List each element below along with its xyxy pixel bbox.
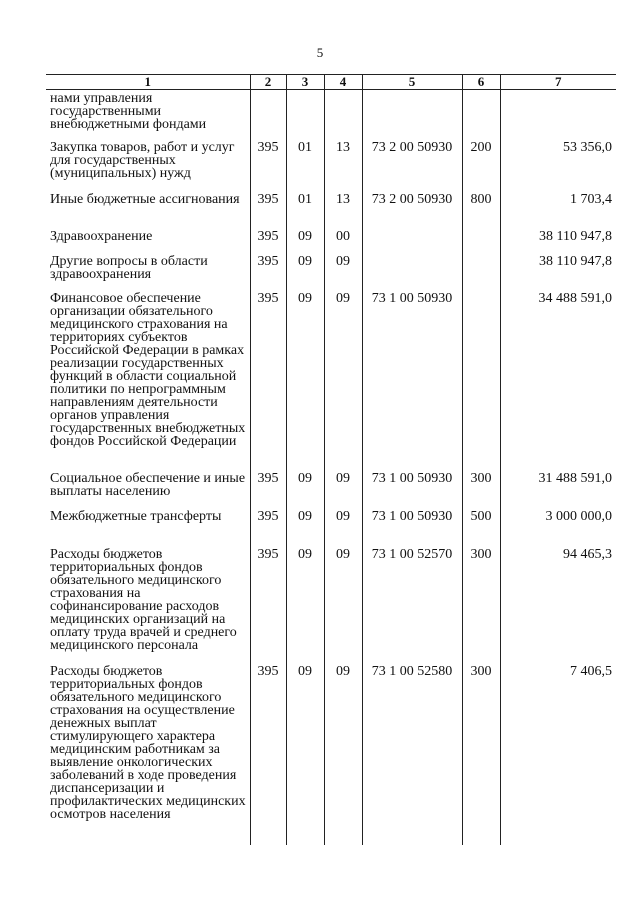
row-name: Расходы бюджетов территориальных фондов обязательного медицинского страхования на осуществление денежных выплат стимулирующего характера медицинским работникам за выявление онкологических заболеваний в ходе проведения диспансеризации и профилактических медицинских осмотров населения (50, 663, 246, 822)
row-code-expense-type (462, 228, 500, 253)
row-code-expense-type: 500 (462, 508, 500, 546)
row-code-target: 73 1 00 50930 (362, 508, 462, 546)
row-name: Социальное обеспечение и иные выплаты населению (50, 470, 246, 499)
row-code-target (362, 253, 462, 290)
row-code-ministry: 395 (250, 470, 286, 508)
row-code-ministry: 395 (250, 253, 286, 290)
row-code-expense-type (462, 90, 500, 139)
row-code-target: 73 2 00 50930 (362, 139, 462, 191)
row-code-target (362, 228, 462, 253)
row-name: нами управления государственными внебюджетными фондами (50, 91, 207, 132)
row-amount: 38 110 947,8 (500, 253, 616, 290)
row-amount: 31 488 591,0 (500, 470, 616, 508)
row-code-ministry (250, 90, 286, 139)
row-code-subsection: 00 (324, 228, 362, 253)
column-header-2: 2 (250, 75, 286, 90)
row-code-expense-type: 300 (462, 546, 500, 663)
row-code-target: 73 1 00 50930 (362, 470, 462, 508)
column-header-3: 3 (286, 75, 324, 90)
row-code-subsection: 09 (324, 508, 362, 546)
row-name: Межбюджетные трансферты (50, 508, 222, 524)
row-amount: 94 465,3 (500, 546, 616, 663)
row-code-ministry: 395 (250, 228, 286, 253)
row-name: Другие вопросы в области здравоохранения (50, 253, 208, 282)
row-amount (500, 90, 616, 139)
row-code-subsection: 09 (324, 663, 362, 845)
table-header-row (46, 75, 616, 90)
row-code-section: 01 (286, 191, 324, 228)
row-code-section: 09 (286, 253, 324, 290)
row-code-section: 09 (286, 663, 324, 845)
row-code-target (362, 90, 462, 139)
row-code-subsection: 09 (324, 290, 362, 470)
row-code-ministry: 395 (250, 290, 286, 470)
row-amount: 53 356,0 (500, 139, 616, 191)
table-row (46, 253, 616, 290)
row-code-subsection: 13 (324, 139, 362, 191)
table-row (46, 90, 616, 139)
row-code-expense-type: 800 (462, 191, 500, 228)
table-row (46, 470, 616, 508)
table-row (46, 191, 616, 228)
row-code-target: 73 1 00 52570 (362, 546, 462, 663)
row-name: Финансовое обеспечение организации обязательного медицинского страхования на территориях субъектов Российской Федерации в рамках реализации государственных функций в области социальной политики по непрограммным направлениям деятельности органов управления государственных внебюджетных фондов Российской Федерации (50, 290, 246, 449)
row-code-section: 09 (286, 228, 324, 253)
row-amount: 34 488 591,0 (500, 290, 616, 470)
budget-table (46, 74, 616, 845)
row-code-ministry: 395 (250, 139, 286, 191)
row-code-section (286, 90, 324, 139)
row-name: Иные бюджетные ассигнования (50, 191, 240, 207)
row-amount: 1 703,4 (500, 191, 616, 228)
page-number: 5 (316, 45, 324, 60)
column-header-5: 5 (362, 75, 462, 90)
row-code-subsection (324, 90, 362, 139)
row-name: Закупка товаров, работ и услуг для государственных (муниципальных) нужд (50, 139, 235, 181)
table-row (46, 228, 616, 253)
column-header-7: 7 (500, 75, 616, 90)
row-code-ministry: 395 (250, 546, 286, 663)
row-name: Здравоохранение (50, 228, 153, 244)
row-code-expense-type: 200 (462, 139, 500, 191)
row-amount: 38 110 947,8 (500, 228, 616, 253)
table-row (46, 663, 616, 845)
table-row (46, 290, 616, 470)
row-amount: 7 406,5 (500, 663, 616, 845)
column-header-1: 1 (46, 75, 250, 90)
row-code-subsection: 09 (324, 546, 362, 663)
row-code-section: 09 (286, 470, 324, 508)
row-code-expense-type (462, 290, 500, 470)
row-code-ministry: 395 (250, 191, 286, 228)
row-code-section: 09 (286, 508, 324, 546)
row-code-section: 01 (286, 139, 324, 191)
row-code-expense-type: 300 (462, 663, 500, 845)
row-code-subsection: 13 (324, 191, 362, 228)
column-header-4: 4 (324, 75, 362, 90)
table-row (46, 546, 616, 663)
row-code-subsection: 09 (324, 253, 362, 290)
row-code-target: 73 2 00 50930 (362, 191, 462, 228)
row-code-ministry: 395 (250, 508, 286, 546)
row-code-section: 09 (286, 546, 324, 663)
row-code-expense-type (462, 253, 500, 290)
row-code-subsection: 09 (324, 470, 362, 508)
table-row (46, 139, 616, 191)
row-amount: 3 000 000,0 (500, 508, 616, 546)
row-code-target: 73 1 00 52580 (362, 663, 462, 845)
table-row (46, 508, 616, 546)
column-header-6: 6 (462, 75, 500, 90)
row-name: Расходы бюджетов территориальных фондов обязательного медицинского страхования на софинансирование расходов медицинских организаций на оплату труда врачей и среднего медицинского персонала (50, 546, 237, 653)
row-code-expense-type: 300 (462, 470, 500, 508)
row-code-ministry: 395 (250, 663, 286, 845)
row-code-target: 73 1 00 50930 (362, 290, 462, 470)
row-code-section: 09 (286, 290, 324, 470)
